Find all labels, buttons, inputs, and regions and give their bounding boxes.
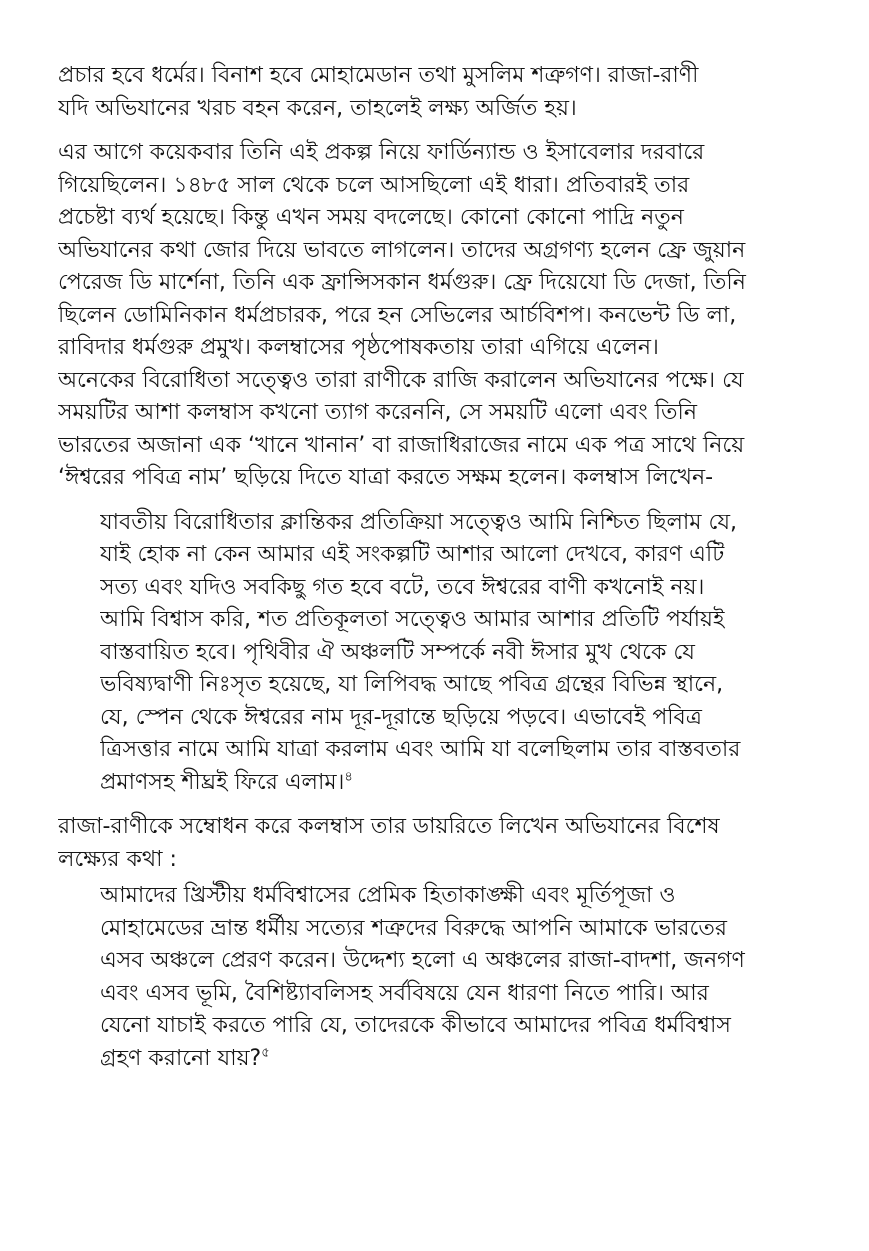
quote-line: মোহামেডের ভ্রান্ত ধর্মীয় সত্যের শত্রুদের বিরুদ্ধে আপনি আমাকে ভারতের: [100, 915, 727, 941]
text-line: ভারতের অজানা এক ‘খানে খানান’ বা রাজাধিরাজের নামে এক পত্র সাথে নিয়ে: [58, 432, 745, 458]
text-line: রাবিদার ধর্মগুরু প্রমুখ। কলম্বাসের পৃষ্ঠপোষকতায় তারা এগিয়ে এলেন।: [58, 335, 659, 360]
text-line: রাজা-রাণীকে সম্বোধন করে কলম্বাস তার ডায়রিতে লিখেন অভিযানের বিশেষ: [58, 814, 720, 839]
text-line: প্রচার হবে ধর্মের। বিনাশ হবে মোহামেডান তথা মুসলিম শত্রুগণ। রাজা-রাণী: [58, 63, 699, 88]
text-line: পেরেজ ডি মার্শেনা, তিনি এক ফ্রান্সিসকান ধর্মগুরু। ফ্রে দিয়েযো ডি দেজা, তিনি: [58, 270, 746, 295]
text-line: সময়টির আশা কলম্বাস কখনো ত্যাগ করেননি, সে সময়টি এলো এবং তিনি: [58, 400, 697, 425]
quote-line: যাই হোক না কেন আমার এই সংকল্পটি আশার আলো দেখবে, কারণ এটি: [100, 542, 725, 567]
text-line: অভিযানের কথা জোর দিয়ে ভাবতে লাগলেন। তাদের অগ্রগণ্য হলেন ফ্রে জুয়ান: [58, 237, 746, 263]
text-line: প্রচেষ্টা ব্যর্থ হয়েছে। কিন্তু এখন সময় বদলেছে। কোনো কোনো পাদ্রি নতুন: [58, 205, 684, 230]
paragraph-2: [58, 137, 811, 495]
quote-line: যেনো যাচাই করতে পারি যে, তাদেরকে কীভাবে আমাদের পবিত্র ধর্মবিশ্বাস: [100, 1013, 731, 1038]
quote-line: ভবিষ্যদ্বাণী নিঃসৃত হয়েছে, যা লিপিবদ্ধ আছে পবিত্র গ্রন্থের বিভিন্ন স্থানে,: [100, 672, 724, 697]
block-quote-2: [100, 880, 811, 1075]
text-line: ছিলেন ডোমিনিকান ধর্মপ্রচারক, পরে হন সেভিলের আর্চবিশপ। কনভেন্ট ডি লা,: [58, 302, 737, 328]
text-line: অনেকের বিরোধিতা সত্ত্বেও তারা রাণীকে রাজি করালেন অভিযানের পক্ষে। যে: [58, 367, 744, 393]
quote-line: সত্য এবং যদিও সবকিছু গত হবে বটে, তবে ঈশ্বরের বাণী কখনোই নয়।: [100, 574, 705, 600]
footnote-marker: ৪: [344, 769, 353, 785]
text-line: ‘ঈশ্বরের পবিত্র নাম’ ছড়িয়ে দিতে যাত্রা করতে সক্ষম হলেন। কলম্বাস লিখেন-: [58, 465, 714, 490]
quote-line: আমাদের খ্রিস্টীয় ধর্মবিশ্বাসের প্রেমিক হিতাকাঙ্ক্ষী এবং মূর্তিপূজা ও: [100, 883, 676, 908]
quote-line: এসব অঞ্চলে প্রেরণ করেন। উদ্দেশ্য হলো এ অঞ্চলের রাজা-বাদশা, জনগণ: [100, 948, 745, 973]
paragraph-1: [58, 60, 811, 125]
block-quote-1: [100, 507, 811, 800]
quote-text: প্রমাণসহ শীঘ্রই ফিরে এলাম।: [100, 769, 345, 795]
quote-line: যাবতীয় বিরোধিতার ক্লান্তিকর প্রতিক্রিয়া সত্ত্বেও আমি নিশ্চিত ছিলাম যে,: [100, 509, 738, 535]
quote-line: ত্রিসত্তার নামে আমি যাত্রা করলাম এবং আমি যা বলেছিলাম তার বাস্তবতার: [100, 737, 741, 762]
quote-text: গ্রহণ করানো যায়?: [100, 1045, 262, 1071]
quote-line: আমি বিশ্বাস করি, শত প্রতিকূলতা সত্ত্বেও আমার আশার প্রতিটি পর্যায়ই: [100, 607, 725, 632]
quote-line: যে, স্পেন থেকে ঈশ্বরের নাম দূর-দূরান্তে ছড়িয়ে পড়বে। এভাবেই পবিত্র: [100, 704, 702, 730]
text-line: গিয়েছিলেন। ১৪৮৫ সাল থেকে চলে আসছিলো এই ধারা। প্রতিবারই তার: [58, 172, 690, 198]
quote-line-last: [100, 1043, 811, 1076]
footnote-marker: ৫: [261, 1045, 270, 1061]
quote-line: বাস্তবায়িত হবে। পৃথিবীর ঐ অঞ্চলটি সম্পর্কে নবী ঈসার মুখ থেকে যে: [100, 639, 695, 665]
paragraph-3: [58, 811, 811, 876]
text-line: এর আগে কয়েকবার তিনি এই প্রকল্প নিয়ে ফার্ডিন্যান্ড ও ইসাবেলার দরবারে: [58, 140, 705, 165]
quote-line-last: [100, 767, 811, 800]
quote-line: এবং এসব ভূমি, বৈশিষ্ট্যাবলিসহ সর্ববিষয়ে যেন ধারণা নিতে পারি। আর: [100, 980, 709, 1006]
text-line: লক্ষ্যের কথা :: [58, 846, 177, 872]
text-line: যদি অভিযানের খরচ বহন করেন, তাহলেই লক্ষ্য অর্জিত হয়।: [58, 95, 577, 121]
